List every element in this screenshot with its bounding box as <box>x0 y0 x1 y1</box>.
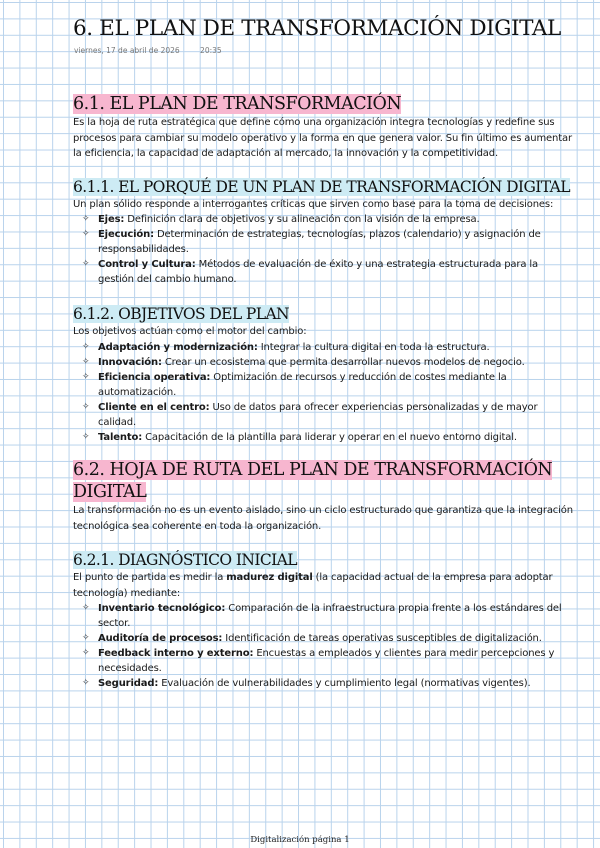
list-item <box>82 646 573 676</box>
list-item <box>82 227 573 257</box>
section-paragraph: Es la hoja de ruta estratégica que define cómo una organización integra tecnologías y redefine sus procesos para cambiar su modelo operativo y la forma en que genera valor. Su fin último es aumentar la eficiencia, la capacidad de adaptación al mercado, la innovación y la competitividad. <box>73 117 572 160</box>
subsection-heading <box>73 304 573 324</box>
diamond-outline-icon: ✧ <box>82 259 90 270</box>
intro-text-before: El punto de partida es medir la <box>73 572 227 584</box>
item-text: Métodos de evaluación de éxito y una estrategia estructurada para la gestión del cambio humano. <box>98 259 538 286</box>
note-page <box>73 14 573 691</box>
item-text: Optimización de recursos y reducción de costes mediante la automatización. <box>98 371 507 398</box>
note-date: viernes, 17 de abril de 2026 <box>74 46 180 55</box>
diamond-outline-icon: ✧ <box>82 431 90 442</box>
section-6-1-2 <box>73 304 573 445</box>
intro-text-after: (la capacidad actual de la empresa para adoptar tecnología) mediante: <box>73 572 553 599</box>
list-item <box>82 340 573 355</box>
subsection-intro <box>73 570 573 601</box>
bullet-list <box>73 340 573 445</box>
item-text: Evaluación de vulnerabilidades y cumplimiento legal (normativas vigentes). <box>158 678 531 690</box>
section-heading <box>73 459 573 503</box>
intro-bold-term: madurez digital <box>226 572 313 584</box>
list-item <box>82 631 573 646</box>
item-text: Encuestas a empleados y clientes para medir percepciones y necesidades. <box>98 648 555 675</box>
item-label: Cliente en el centro: <box>98 401 210 413</box>
diamond-outline-icon: ✧ <box>82 648 90 659</box>
list-item <box>82 257 573 287</box>
subsection-intro: Los objetivos actúan como el motor del cambio: <box>73 326 307 338</box>
section-6-2 <box>73 459 573 534</box>
item-text: Crear un ecosistema que permita desarrollar nuevos modelos de negocio. <box>161 356 525 368</box>
page-footer: Digitalización página 1 <box>250 835 350 845</box>
diamond-outline-icon: ✧ <box>82 678 90 689</box>
note-timestamp <box>74 46 573 60</box>
item-label: Eficiencia operativa: <box>98 371 211 383</box>
item-label: Ejes: <box>98 214 125 226</box>
diamond-outline-icon: ✧ <box>82 356 90 367</box>
item-label: Ejecución: <box>98 229 154 241</box>
bullet-list <box>73 212 573 287</box>
item-label: Feedback interno y externo: <box>98 648 254 660</box>
item-text: Determinación de estrategias, tecnologías, plazos (calendario) y asignación de responsabilidades. <box>98 229 541 256</box>
list-item <box>82 601 573 631</box>
item-label: Talento: <box>98 431 143 443</box>
diamond-outline-icon: ✧ <box>82 371 90 382</box>
item-text: Identificación de tareas operativas susceptibles de digitalización. <box>222 633 542 645</box>
bullet-list <box>73 601 573 691</box>
subsection-heading-text: 6.2.1. DIAGNÓSTICO INICIAL <box>73 551 297 570</box>
diamond-outline-icon: ✧ <box>82 341 90 352</box>
item-text: Uso de datos para ofrecer experiencias personalizadas y de mayor calidad. <box>98 401 538 428</box>
subsection-intro: Un plan sólido responde a interrogantes críticas que sirven como base para la toma de decisiones: <box>73 198 554 210</box>
item-label: Inventario tecnológico: <box>98 603 226 615</box>
diamond-outline-icon: ✧ <box>82 401 90 412</box>
section-heading-text: 6.1. EL PLAN DE TRANSFORMACIÓN <box>73 94 402 114</box>
item-label: Adaptación y modernización: <box>98 341 258 353</box>
subsection-heading-text: 6.1.1. EL PORQUÉ DE UN PLAN DE TRANSFORMACIÓN DIGITAL <box>73 177 570 196</box>
section-paragraph: La transformación no es un evento aislado, sino un ciclo estructurado que garantiza que la integración tecnológica sea coherente en toda la organización. <box>73 504 573 532</box>
item-text: Integrar la cultura digital en toda la estructura. <box>257 341 490 353</box>
item-label: Seguridad: <box>98 678 159 690</box>
list-item <box>82 370 573 400</box>
diamond-outline-icon: ✧ <box>82 229 90 240</box>
subsection-heading <box>73 550 573 570</box>
item-text: Comparación de la infraestructura propia frente a los estándares del sector. <box>98 603 562 630</box>
section-heading <box>73 93 573 115</box>
section-6-1 <box>73 93 573 162</box>
diamond-outline-icon: ✧ <box>82 633 90 644</box>
section-6-2-1 <box>73 550 573 691</box>
subsection-heading <box>73 177 573 197</box>
item-label: Control y Cultura: <box>98 259 196 271</box>
list-item <box>82 212 573 227</box>
section-6-1-1 <box>73 177 573 288</box>
list-item <box>82 355 573 370</box>
list-item <box>82 676 573 691</box>
section-heading-line-1: 6.2. HOJA DE RUTA DEL PLAN DE TRANSFORMACIÓN <box>73 459 553 480</box>
diamond-outline-icon: ✧ <box>82 603 90 614</box>
list-item <box>82 400 573 430</box>
note-time: 20:35 <box>200 46 222 55</box>
item-label: Innovación: <box>98 356 162 368</box>
item-text: Definición clara de objetivos y su alineación con la visión de la empresa. <box>124 214 480 226</box>
item-text: Capacitación de la plantilla para liderar y operar en el nuevo entorno digital. <box>142 431 517 443</box>
diamond-outline-icon: ✧ <box>82 214 90 225</box>
section-heading-line-2: DIGITAL <box>73 481 147 502</box>
list-item <box>82 430 573 445</box>
page-title: 6. EL PLAN DE TRANSFORMACIÓN DIGITAL <box>73 16 561 41</box>
item-label: Auditoría de procesos: <box>98 633 223 645</box>
subsection-heading-text: 6.1.2. OBJETIVOS DEL PLAN <box>73 305 289 324</box>
